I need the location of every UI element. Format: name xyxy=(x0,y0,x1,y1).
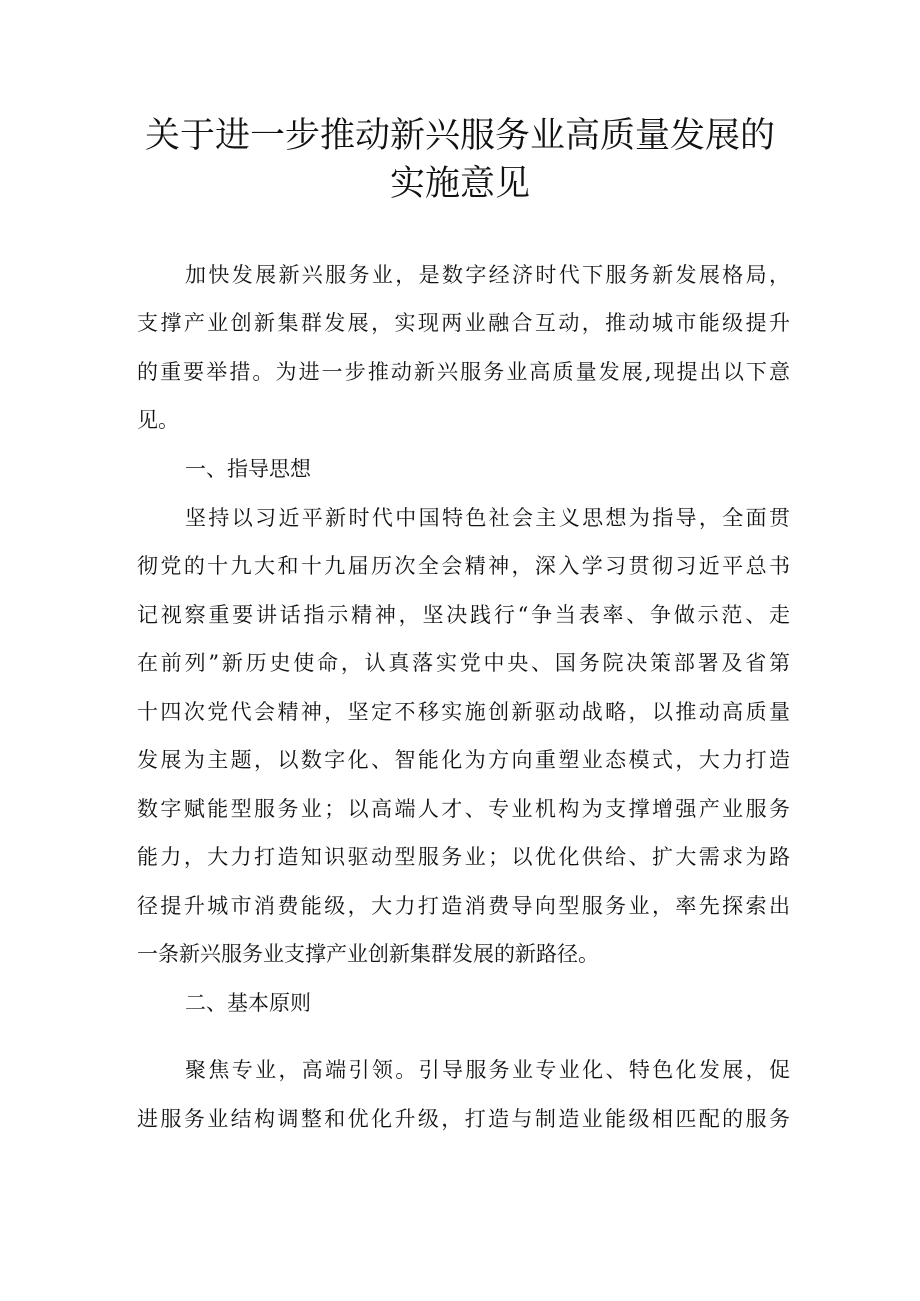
paragraph-intro-line: 的重要举措。为进一步推动新兴服务业高质量发展,现提出以下意 xyxy=(137,360,790,384)
paragraph-principles-line: 聚焦专业，高端引领。引导服务业专业化、特色化发展，促 xyxy=(185,1058,790,1082)
paragraph-intro-line: 支撑产业创新集群发展，实现两业融合互动，推动城市能级提升 xyxy=(137,311,790,335)
document-title-line-1: 关于进一步推动新兴服务业高质量发展的 xyxy=(144,116,775,156)
paragraph-guiding-line: 十四次党代会精神，坚定不移实施创新驱动战略，以推动高质量 xyxy=(137,700,790,724)
paragraph-guiding-line: 能力，大力打造知识驱动型服务业；以优化供给、扩大需求为路 xyxy=(137,845,790,869)
paragraph-guiding-line: 一条新兴服务业支撑产业创新集群发展的新路径。 xyxy=(137,942,599,966)
section-heading-basic-principles: 二、基本原则 xyxy=(185,991,311,1015)
paragraph-intro-line: 见。 xyxy=(137,408,179,432)
section-heading-guiding-thought: 一、指导思想 xyxy=(185,457,311,481)
paragraph-guiding-line: 在前列”新历史使命，认真落实党中央、国务院决策部署及省第 xyxy=(137,651,790,675)
paragraph-guiding-line: 彻党的十九大和十九届历次全会精神，深入学习贯彻习近平总书 xyxy=(137,554,790,578)
paragraph-intro-line: 加快发展新兴服务业，是数字经济时代下服务新发展格局， xyxy=(185,263,790,287)
document-title-line-2: 实施意见 xyxy=(389,164,530,204)
paragraph-guiding-line: 坚持以习近平新时代中国特色社会主义思想为指导，全面贯 xyxy=(185,506,790,530)
paragraph-guiding-line: 发展为主题，以数字化、智能化为方向重塑业态模式，大力打造 xyxy=(137,748,790,772)
paragraph-guiding-line: 记视察重要讲话指示精神，坚决践行“争当表率、争做示范、走 xyxy=(137,603,790,627)
paragraph-principles-line: 进服务业结构调整和优化升级，打造与制造业能级相匹配的服务 xyxy=(137,1107,790,1131)
paragraph-guiding-line: 径提升城市消费能级，大力打造消费导向型服务业，率先探索出 xyxy=(137,894,790,918)
paragraph-guiding-line: 数字赋能型服务业；以高端人才、专业机构为支撑增强产业服务 xyxy=(137,797,790,821)
